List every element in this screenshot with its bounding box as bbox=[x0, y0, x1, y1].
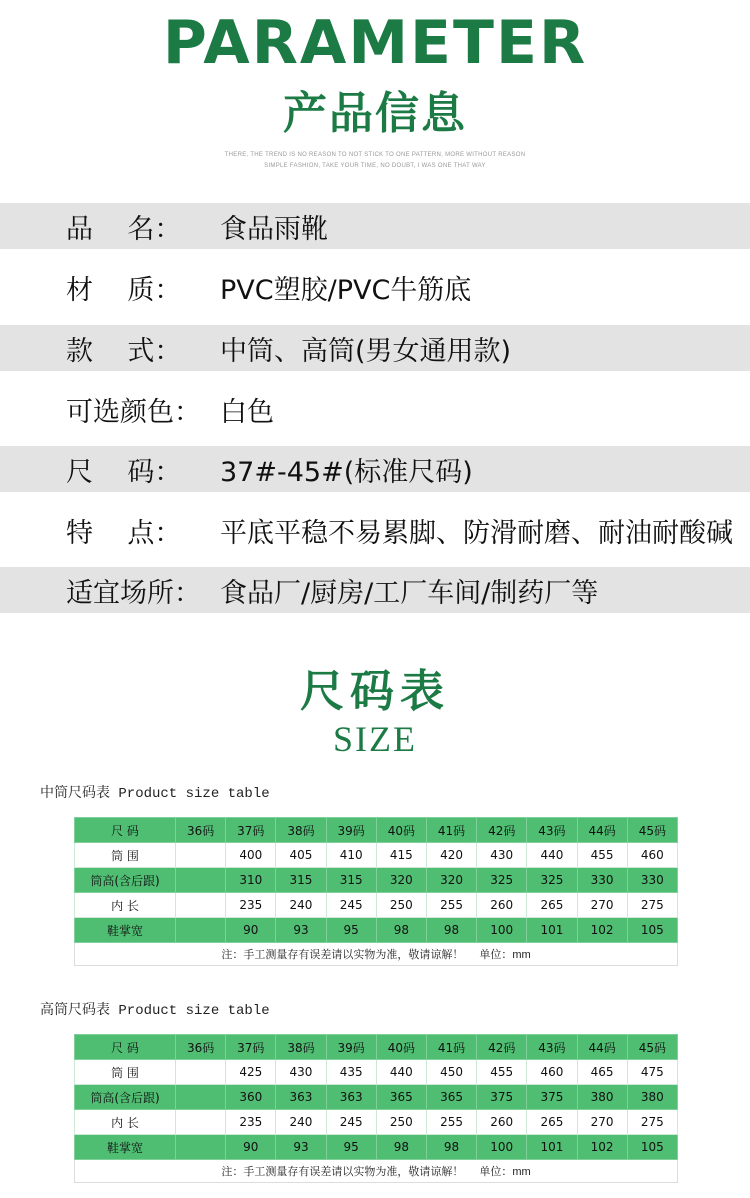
unit-text: 单位：mm bbox=[479, 949, 531, 961]
table-cell: 102 bbox=[577, 918, 627, 943]
table-cell: 98 bbox=[376, 1135, 426, 1160]
spec-value: PVC塑胶/PVC牛筋底 bbox=[220, 274, 472, 306]
table-cell: 310 bbox=[226, 868, 276, 893]
table-cell bbox=[176, 1110, 226, 1135]
table-cell: 45码 bbox=[627, 818, 677, 843]
table-cell: 260 bbox=[477, 1110, 527, 1135]
row-label: 鞋掌宽 bbox=[75, 1135, 176, 1160]
table-cell bbox=[176, 843, 226, 868]
table-cell: 102 bbox=[577, 1135, 627, 1160]
table-title-high bbox=[40, 999, 270, 1019]
spec-value: 37#-45#(标准尺码) bbox=[220, 456, 473, 488]
table-cell: 330 bbox=[577, 868, 627, 893]
table-cell: 380 bbox=[577, 1085, 627, 1110]
table-cell: 38码 bbox=[276, 818, 326, 843]
row-label: 筒 围 bbox=[75, 1060, 176, 1085]
table-cell: 39码 bbox=[326, 1035, 376, 1060]
table-cell: 43码 bbox=[527, 1035, 577, 1060]
table-cell: 455 bbox=[577, 843, 627, 868]
table-cell: 41码 bbox=[426, 1035, 476, 1060]
spec-row-color bbox=[0, 386, 750, 432]
row-label: 鞋掌宽 bbox=[75, 918, 176, 943]
table-cell: 435 bbox=[326, 1060, 376, 1085]
unit-text: 单位：mm bbox=[479, 1166, 531, 1178]
table-cell: 375 bbox=[527, 1085, 577, 1110]
table-cell: 460 bbox=[527, 1060, 577, 1085]
table-cell: 270 bbox=[577, 893, 627, 918]
table-cell: 415 bbox=[376, 843, 426, 868]
table-title-mid bbox=[40, 782, 270, 802]
table-cell: 40码 bbox=[376, 1035, 426, 1060]
row-label: 尺 码 bbox=[75, 818, 176, 843]
table-cell: 275 bbox=[627, 893, 677, 918]
table-cell: 320 bbox=[376, 868, 426, 893]
table-cell: 240 bbox=[276, 1110, 326, 1135]
spec-label: 可选颜色： bbox=[66, 396, 201, 428]
table-cell: 465 bbox=[577, 1060, 627, 1085]
table-cell: 245 bbox=[326, 893, 376, 918]
table-cell: 235 bbox=[226, 1110, 276, 1135]
table-cell: 455 bbox=[477, 1060, 527, 1085]
table-cell: 430 bbox=[276, 1060, 326, 1085]
table-cell: 98 bbox=[426, 918, 476, 943]
table-cell: 325 bbox=[527, 868, 577, 893]
table-cell: 105 bbox=[627, 918, 677, 943]
table-cell: 405 bbox=[276, 843, 326, 868]
table-cell: 440 bbox=[376, 1060, 426, 1085]
table-cell bbox=[176, 1060, 226, 1085]
spec-row-name bbox=[0, 203, 750, 249]
tagline-1: THERE, THE TREND IS NO REASON TO NOT STICK TO ONE PATTERN, MORE WITHOUT REASON bbox=[224, 152, 526, 158]
table-title-en: Product size table bbox=[110, 786, 270, 802]
table-cell: 450 bbox=[426, 1060, 476, 1085]
table-row bbox=[75, 1135, 678, 1160]
table-cell: 260 bbox=[477, 893, 527, 918]
table-cell: 98 bbox=[376, 918, 426, 943]
table-cell: 43码 bbox=[527, 818, 577, 843]
table-cell: 101 bbox=[527, 918, 577, 943]
table-cell: 330 bbox=[627, 868, 677, 893]
row-label: 筒高(含后跟) bbox=[75, 1085, 176, 1110]
spec-label: 尺 码： bbox=[66, 456, 182, 488]
note-row bbox=[75, 1160, 678, 1183]
table-row bbox=[75, 868, 678, 893]
table-cell: 95 bbox=[326, 918, 376, 943]
table-cell: 36码 bbox=[176, 1035, 226, 1060]
table-cell: 38码 bbox=[276, 1035, 326, 1060]
table-cell bbox=[176, 1085, 226, 1110]
table-cell: 255 bbox=[426, 893, 476, 918]
row-label: 内 长 bbox=[75, 1110, 176, 1135]
spec-label: 款 式： bbox=[66, 335, 182, 367]
table-cell: 460 bbox=[627, 843, 677, 868]
table-cell: 410 bbox=[326, 843, 376, 868]
table-cell: 37码 bbox=[226, 818, 276, 843]
table-cell: 105 bbox=[627, 1135, 677, 1160]
spec-row-usage bbox=[0, 567, 750, 613]
note-cell bbox=[75, 1160, 678, 1183]
table-cell: 93 bbox=[276, 1135, 326, 1160]
table-cell: 363 bbox=[276, 1085, 326, 1110]
table-cell: 325 bbox=[477, 868, 527, 893]
table-cell: 42码 bbox=[477, 818, 527, 843]
table-cell bbox=[176, 868, 226, 893]
table-cell: 98 bbox=[426, 1135, 476, 1160]
spec-label: 适宜场所： bbox=[66, 577, 201, 609]
spec-value: 中筒、高筒(男女通用款) bbox=[220, 335, 512, 367]
spec-row-size bbox=[0, 446, 750, 492]
tagline-2: SIMPLE FASHION, TAKE YOUR TIME, NO DOUBT, I WAS ONE THAT WAY bbox=[264, 163, 486, 169]
table-cell: 240 bbox=[276, 893, 326, 918]
spec-row-style bbox=[0, 325, 750, 371]
size-title-cn: 尺码表 bbox=[300, 666, 450, 717]
table-cell: 270 bbox=[577, 1110, 627, 1135]
table-cell: 265 bbox=[527, 893, 577, 918]
table-cell: 100 bbox=[477, 1135, 527, 1160]
table-cell: 430 bbox=[477, 843, 527, 868]
note-text: 注：手工测量存有误差请以实物为准，敬请谅解！ bbox=[221, 948, 464, 961]
table-cell: 101 bbox=[527, 1135, 577, 1160]
size-table-mid bbox=[74, 817, 678, 966]
table-cell: 255 bbox=[426, 1110, 476, 1135]
note-row bbox=[75, 943, 678, 966]
table-cell: 440 bbox=[527, 843, 577, 868]
table-cell: 39码 bbox=[326, 818, 376, 843]
table-row bbox=[75, 1035, 678, 1060]
table-cell: 365 bbox=[376, 1085, 426, 1110]
spec-label: 特 点： bbox=[66, 517, 182, 549]
table-cell: 360 bbox=[226, 1085, 276, 1110]
table-cell: 245 bbox=[326, 1110, 376, 1135]
title-cn: 产品信息 bbox=[283, 88, 467, 139]
table-cell: 235 bbox=[226, 893, 276, 918]
table-cell: 90 bbox=[226, 918, 276, 943]
spec-value: 食品雨靴 bbox=[220, 213, 328, 245]
spec-value: 平底平稳不易累脚、防滑耐磨、耐油耐酸碱 bbox=[220, 517, 733, 549]
table-cell: 37码 bbox=[226, 1035, 276, 1060]
table-row bbox=[75, 818, 678, 843]
table-cell: 95 bbox=[326, 1135, 376, 1160]
size-table-high bbox=[74, 1034, 678, 1183]
table-cell: 42码 bbox=[477, 1035, 527, 1060]
spec-row-material bbox=[0, 264, 750, 310]
table-cell: 250 bbox=[376, 1110, 426, 1135]
table-title-en: Product size table bbox=[110, 1003, 270, 1019]
table-cell: 90 bbox=[226, 1135, 276, 1160]
table-row bbox=[75, 1110, 678, 1135]
table-cell: 41码 bbox=[426, 818, 476, 843]
table-cell: 44码 bbox=[577, 1035, 627, 1060]
spec-value: 食品厂/厨房/工厂车间/制药厂等 bbox=[220, 577, 599, 609]
table-title-cn: 高筒尺码表 bbox=[40, 1002, 110, 1018]
table-title-cn: 中筒尺码表 bbox=[40, 785, 110, 801]
table-cell: 315 bbox=[276, 868, 326, 893]
table-cell: 475 bbox=[627, 1060, 677, 1085]
table-row bbox=[75, 843, 678, 868]
note-text: 注：手工测量存有误差请以实物为准，敬请谅解！ bbox=[221, 1165, 464, 1178]
table-cell: 315 bbox=[326, 868, 376, 893]
table-cell: 420 bbox=[426, 843, 476, 868]
table-row bbox=[75, 1085, 678, 1110]
table-cell: 250 bbox=[376, 893, 426, 918]
size-title-en: SIZE bbox=[333, 719, 417, 759]
table-cell: 265 bbox=[527, 1110, 577, 1135]
spec-row-features bbox=[0, 507, 750, 553]
row-label: 尺 码 bbox=[75, 1035, 176, 1060]
table-cell bbox=[176, 1135, 226, 1160]
table-cell: 100 bbox=[477, 918, 527, 943]
table-cell: 44码 bbox=[577, 818, 627, 843]
spec-label: 品 名： bbox=[66, 213, 182, 245]
row-label: 内 长 bbox=[75, 893, 176, 918]
table-cell: 365 bbox=[426, 1085, 476, 1110]
table-cell: 45码 bbox=[627, 1035, 677, 1060]
table-cell: 275 bbox=[627, 1110, 677, 1135]
row-label: 筒高(含后跟) bbox=[75, 868, 176, 893]
spec-label: 材 质： bbox=[66, 274, 182, 306]
table-cell: 40码 bbox=[376, 818, 426, 843]
table-cell: 320 bbox=[426, 868, 476, 893]
table-cell: 93 bbox=[276, 918, 326, 943]
note-cell bbox=[75, 943, 678, 966]
table-cell: 36码 bbox=[176, 818, 226, 843]
spec-value: 白色 bbox=[220, 396, 274, 428]
table-cell bbox=[176, 918, 226, 943]
table-cell bbox=[176, 893, 226, 918]
table-cell: 425 bbox=[226, 1060, 276, 1085]
title-en: PARAMETER bbox=[162, 8, 588, 78]
table-cell: 375 bbox=[477, 1085, 527, 1110]
row-label: 筒 围 bbox=[75, 843, 176, 868]
table-cell: 400 bbox=[226, 843, 276, 868]
table-cell: 380 bbox=[627, 1085, 677, 1110]
table-row bbox=[75, 1060, 678, 1085]
table-cell: 363 bbox=[326, 1085, 376, 1110]
table-row bbox=[75, 893, 678, 918]
table-row bbox=[75, 918, 678, 943]
